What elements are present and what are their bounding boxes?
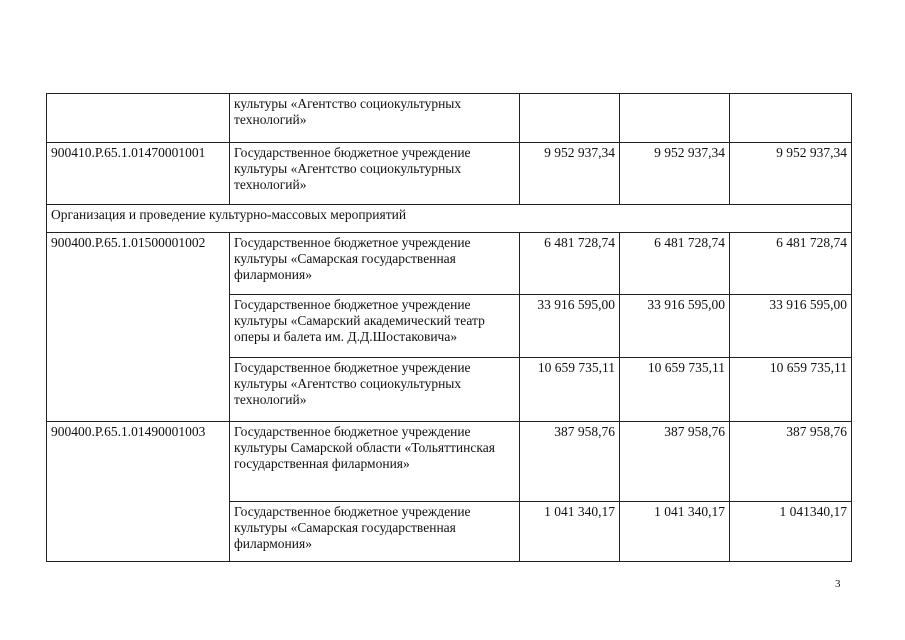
amount-year-1: 387 958,76: [520, 422, 620, 502]
section-title: Организация и проведение культурно-массовых мероприятий: [47, 205, 852, 233]
amount-year-1: 9 952 937,34: [520, 143, 620, 205]
service-code: 900400.Р.65.1.01490001003: [47, 422, 230, 562]
table-row: [47, 233, 852, 295]
page-number: 3: [835, 578, 841, 590]
amount-year-2: 10 659 735,11: [620, 358, 730, 422]
amount-year-3: 6 481 728,74: [730, 233, 852, 295]
table-row: [47, 94, 852, 143]
service-code: 900400.Р.65.1.01500001002: [47, 233, 230, 422]
service-code: [47, 94, 230, 143]
amount-year-1: 1 041 340,17: [520, 502, 620, 562]
amount-year-1: 6 481 728,74: [520, 233, 620, 295]
amount-year-3: 9 952 937,34: [730, 143, 852, 205]
amount-year-2: 1 041 340,17: [620, 502, 730, 562]
institution-name: Государственное бюджетное учреждение культуры «Самарский академический театр оперы и балета им. Д.Д.Шостаковича»: [230, 295, 520, 358]
institution-name: Государственное бюджетное учреждение культуры «Самарская государственная филармония»: [230, 502, 520, 562]
amount-year-2: 6 481 728,74: [620, 233, 730, 295]
amount-year-3: [730, 94, 852, 143]
institution-name: Государственное бюджетное учреждение культуры Самарской области «Тольяттинская государственная филармония»: [230, 422, 520, 502]
amount-year-2: [620, 94, 730, 143]
table-row: [47, 422, 852, 502]
amount-year-3: 387 958,76: [730, 422, 852, 502]
amount-year-1: [520, 94, 620, 143]
institution-name: Государственное бюджетное учреждение культуры «Агентство социокультурных технологий»: [230, 358, 520, 422]
institution-name: культуры «Агентство социокультурных технологий»: [230, 94, 520, 143]
amount-year-2: 387 958,76: [620, 422, 730, 502]
amount-year-3: 10 659 735,11: [730, 358, 852, 422]
amount-year-3: 33 916 595,00: [730, 295, 852, 358]
table-row: [47, 143, 852, 205]
institution-name: Государственное бюджетное учреждение культуры «Самарская государственная филармония»: [230, 233, 520, 295]
service-code: 900410.Р.65.1.01470001001: [47, 143, 230, 205]
amount-year-2: 9 952 937,34: [620, 143, 730, 205]
section-row: [47, 205, 852, 233]
amount-year-2: 33 916 595,00: [620, 295, 730, 358]
budget-table: [46, 93, 852, 562]
amount-year-1: 33 916 595,00: [520, 295, 620, 358]
institution-name: Государственное бюджетное учреждение культуры «Агентство социокультурных технологий»: [230, 143, 520, 205]
amount-year-3: 1 041340,17: [730, 502, 852, 562]
amount-year-1: 10 659 735,11: [520, 358, 620, 422]
